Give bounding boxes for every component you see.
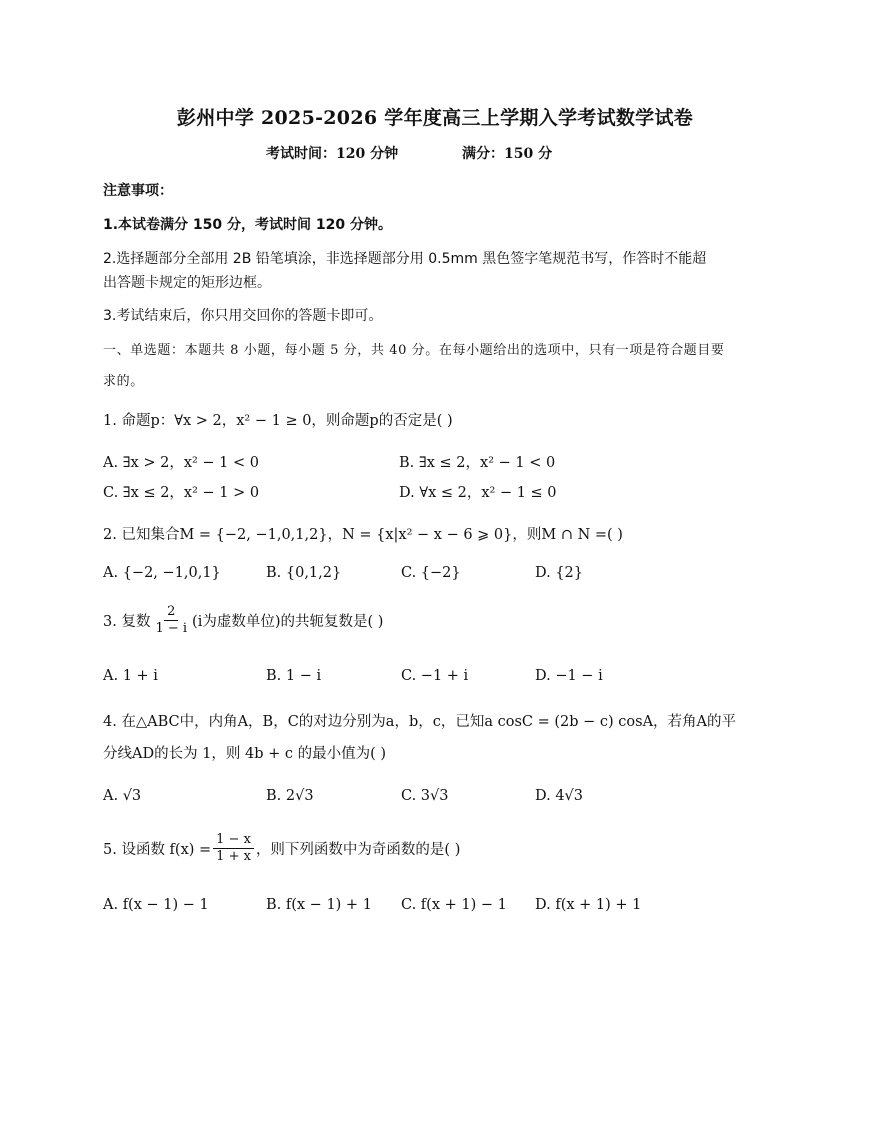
- exam-title: 彭州中学 2025-2026 学年度高三上学期入学考试数学试卷: [176, 107, 694, 129]
- question-3-option-b: B. 1 − i: [266, 668, 322, 684]
- question-4-stem-line-1: 4. 在△ABC中，内角A，B，C的对边分别为a，b，c，已知a cosC = (2b − c) cosA，若角A的平: [103, 714, 737, 730]
- question-1-option-a: A. ∃x > 2，x² − 1 < 0: [103, 455, 260, 471]
- question-4-stem-line-2: 分线AD的长为 1，则 4b + c 的最小值为( ): [103, 746, 387, 762]
- notice-item-3: 3.考试结束后，你只用交回你的答题卡即可。: [103, 308, 383, 324]
- question-4-option-d: D. 4√3: [535, 788, 584, 804]
- notice-item-2-line-2: 出答题卡规定的矩形边框。: [103, 275, 271, 291]
- question-5-stem: [103, 832, 460, 866]
- section-1-heading-line-2: 求的。: [103, 374, 144, 389]
- question-2-option-b: B. {0,1,2}: [266, 565, 342, 581]
- question-4-option-a: A. √3: [103, 788, 142, 804]
- question-2-stem: 2. 已知集合M = {−2, −1,0,1,2}，N = {x|x² − x − 6 ⩾ 0}，则M ∩ N =( ): [103, 527, 623, 543]
- question-3-fraction-numerator: 2: [164, 604, 178, 621]
- question-5-option-c: C. f(x + 1) − 1: [401, 897, 507, 913]
- exam-time: 考试时间：120 分钟: [266, 146, 399, 162]
- question-5-fraction-denominator: 1 + x: [216, 849, 251, 865]
- question-5-option-a: A. f(x − 1) − 1: [103, 897, 209, 913]
- section-1-heading-line-1: 一、单选题：本题共 8 小题，每小题 5 分，共 40 分。在每小题给出的选项中，只有一项是符合题目要: [103, 343, 725, 358]
- question-4-option-b: B. 2√3: [266, 788, 314, 804]
- question-3-option-c: C. −1 + i: [401, 668, 469, 684]
- question-3-option-a: A. 1 + i: [103, 668, 158, 684]
- question-2-option-c: C. {−2}: [401, 565, 461, 581]
- question-5-prefix: 5. 设函数 f(x) =: [103, 842, 212, 859]
- question-3-stem: [103, 604, 383, 638]
- question-3-prefix: 3. 复数: [103, 614, 151, 631]
- notice-item-2-line-1: 2.选择题部分全部用 2B 铅笔填涂，非选择题部分用 0.5mm 黑色签字笔规范书写，作答时不能超: [103, 251, 707, 267]
- question-4-option-c: C. 3√3: [401, 788, 449, 804]
- question-2-option-a: A. {−2, −1,0,1}: [103, 565, 221, 581]
- question-3-fraction-denominator: 1 − i: [155, 621, 188, 637]
- question-5-fraction-numerator: 1 − x: [213, 832, 254, 849]
- question-5-option-d: D. f(x + 1) + 1: [535, 897, 642, 913]
- question-5-suffix: ，则下列函数中为奇函数的是( ): [255, 842, 461, 859]
- question-5-fraction: [213, 832, 254, 866]
- question-1-option-c: C. ∃x ≤ 2，x² − 1 > 0: [103, 485, 260, 501]
- full-score: 满分：150 分: [462, 146, 553, 162]
- question-2-option-d: D. {2}: [535, 565, 584, 581]
- notice-item-1: 1.本试卷满分 150 分，考试时间 120 分钟。: [103, 217, 393, 233]
- question-5-option-b: B. f(x − 1) + 1: [266, 897, 372, 913]
- question-1-stem: 1. 命题p：∀x > 2，x² − 1 ≥ 0，则命题p的否定是( ): [103, 413, 453, 429]
- question-1-option-b: B. ∃x ≤ 2，x² − 1 < 0: [399, 455, 556, 471]
- question-3-suffix: (i为虚数单位)的共轭复数是( ): [192, 614, 384, 631]
- notice-heading: 注意事项：: [103, 183, 173, 199]
- question-3-option-d: D. −1 − i: [535, 668, 603, 684]
- question-1-option-d: D. ∀x ≤ 2，x² − 1 ≤ 0: [399, 485, 557, 501]
- question-3-fraction: [152, 604, 190, 638]
